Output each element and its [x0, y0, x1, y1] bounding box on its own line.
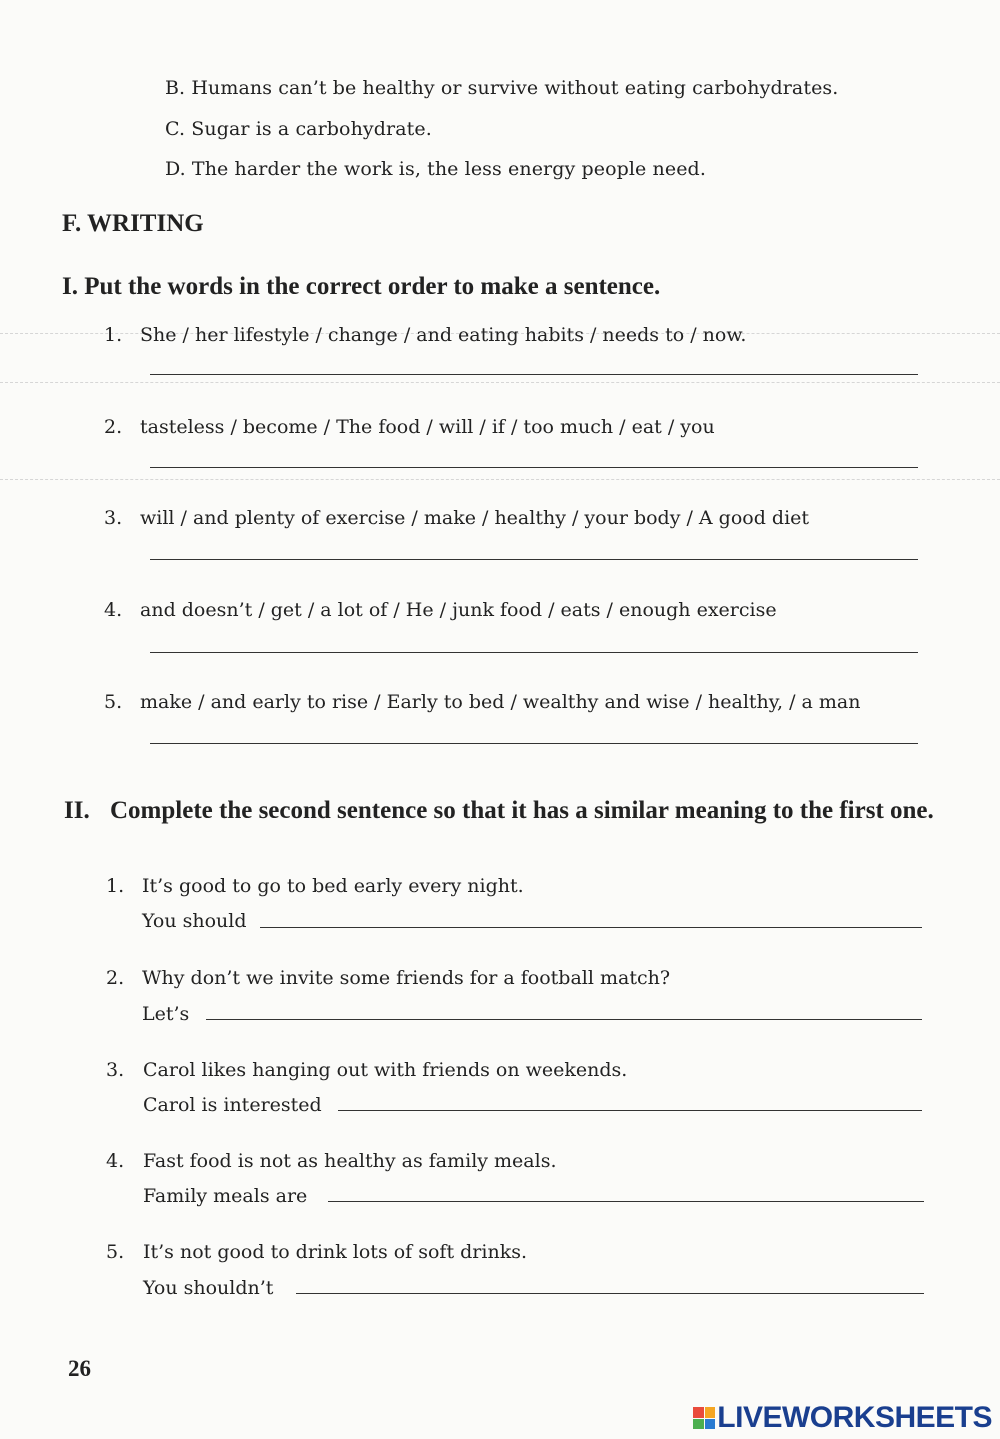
item-number: 4.	[106, 1150, 125, 1172]
answer-field[interactable]	[150, 743, 918, 744]
word-scramble: tasteless / become / The food / will / if / too much / eat / you	[140, 416, 715, 438]
word-scramble: will / and plenty of exercise / make / healthy / your body / A good diet	[140, 507, 810, 529]
part2-title: Complete the second sentence so that it has a similar meaning to the first one.	[110, 797, 934, 824]
item-number: 1.	[106, 875, 125, 897]
answer-field[interactable]	[296, 1293, 924, 1294]
logo-mark-icon	[693, 1407, 715, 1429]
answer-field[interactable]	[206, 1019, 922, 1020]
sentence-prompt: Family meals are	[143, 1185, 308, 1207]
answer-field[interactable]	[150, 652, 918, 653]
item-number: 3.	[106, 1059, 125, 1081]
item-number: 3.	[104, 507, 123, 529]
answer-field[interactable]	[338, 1110, 922, 1111]
logo-square	[693, 1407, 704, 1418]
section-title: F. WRITING	[62, 210, 204, 237]
part2-heading	[64, 795, 964, 859]
item-number: 1.	[104, 324, 123, 346]
original-sentence: It’s good to go to bed early every night.	[142, 875, 524, 897]
original-sentence: Fast food is not as healthy as family meals.	[143, 1150, 557, 1172]
sentence-prompt: You should	[142, 910, 247, 932]
item-number: 2.	[104, 416, 123, 438]
answer-field[interactable]	[150, 559, 918, 560]
word-scramble: make / and early to rise / Early to bed / wealthy and wise / healthy, / a man	[140, 691, 861, 713]
option-d: D. The harder the work is, the less energy people need.	[165, 158, 706, 180]
answer-field[interactable]	[328, 1201, 924, 1202]
logo-text: LIVEWORKSHEETS	[717, 1401, 992, 1434]
page-number: 26	[68, 1356, 91, 1381]
liveworksheets-logo	[693, 1400, 992, 1436]
item-number: 4.	[104, 599, 123, 621]
answer-field[interactable]	[150, 374, 918, 375]
part1-title: I. Put the words in the correct order to make a sentence.	[62, 273, 661, 300]
word-scramble: and doesn’t / get / a lot of / He / junk food / eats / enough exercise	[140, 599, 777, 621]
answer-field[interactable]	[260, 927, 922, 928]
part2-label: II.	[64, 797, 90, 824]
sentence-prompt: Let’s	[142, 1003, 190, 1025]
scan-artifact	[0, 479, 1000, 480]
original-sentence: Why don’t we invite some friends for a football match?	[142, 967, 671, 989]
logo-square	[705, 1407, 716, 1418]
sentence-prompt: Carol is interested	[143, 1094, 322, 1116]
answer-field[interactable]	[150, 467, 918, 468]
logo-square	[705, 1419, 716, 1430]
scan-artifact	[0, 382, 1000, 383]
item-number: 5.	[106, 1241, 125, 1263]
logo-square	[693, 1419, 704, 1430]
option-b: B. Humans can’t be healthy or survive without eating carbohydrates.	[165, 77, 839, 99]
original-sentence: Carol likes hanging out with friends on weekends.	[143, 1059, 628, 1081]
original-sentence: It’s not good to drink lots of soft drinks.	[143, 1241, 527, 1263]
item-number: 5.	[104, 691, 123, 713]
item-number: 2.	[106, 967, 125, 989]
sentence-prompt: You shouldn’t	[143, 1277, 274, 1299]
word-scramble: She / her lifestyle / change / and eating habits / needs to / now.	[140, 324, 747, 346]
option-c: C. Sugar is a carbohydrate.	[165, 118, 432, 140]
